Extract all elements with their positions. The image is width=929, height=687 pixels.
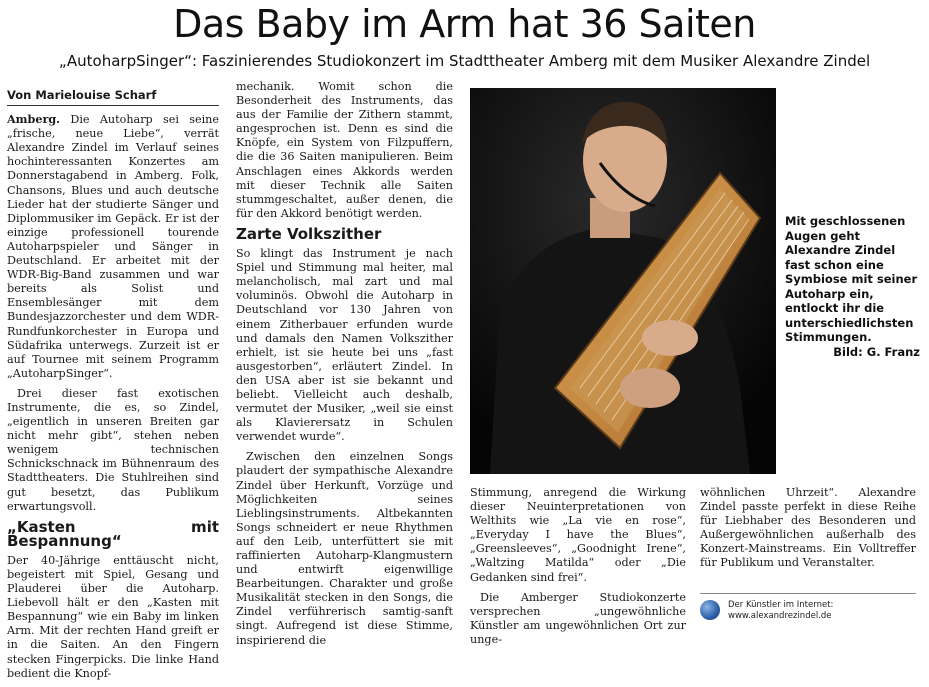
photo-caption [785, 214, 920, 359]
musician-photo [470, 88, 776, 474]
dateline: Amberg. [7, 112, 61, 127]
paragraph-text: Die Autoharp sei seine „frische, neue Liebe“, verrät Alexandre Zindel im Verlauf seines hochinteressanten Konzertes am Donnerstagabend in Amberg. Folk, Chansons, Blues und auch deutsche Lieder hat der studierte Sänger und Diplommusiker im Gepäck. Er ist der einzige professionell tourende Autoharpspieler und Sänger in Deutschland. Er arbeitet mit der WDR-Big-Band zusammen und war bereits als Solist und Ensemblesänger mit dem Bundesjazzorchester und dem WDR-Rundfunkorchester in Europa und Südafrika unterwegs. Zurzeit ist er auf Tournee mit seinem Programm „AutoharpSinger“. [7, 113, 219, 380]
subheading: „Kasten mit Bespannung“ [7, 517, 219, 550]
byline: Von Marielouise Scharf [7, 88, 219, 106]
paragraph: Die Amberger Studiokonzerte versprechen „ungewöhnliche Künstler am ungewöhnlichen Ort zur unge- [470, 590, 686, 646]
column-3 [470, 486, 686, 653]
paragraph [7, 112, 219, 381]
paragraph: So klingt das Instrument je nach Spiel und Stimmung mal heiter, mal melancholisch, mal zart und mal voluminös. Obwohl die Autoharp in Deutschland vor 130 Jahren von einem Zitherbauer erfunden wurde und damals den Namen Volkszither erhielt, ist sie heute bei uns „fast ausgestorben“, erläutert Zindel. In den USA aber ist sie bekannt und beliebt. Vielleicht auch deshalb, vermutet der Musiker, „weil sie einst als Klavierersatz in Schulen verwendet wurde“. [236, 247, 453, 444]
web-link-box [700, 593, 916, 622]
caption-text: Mit geschlossenen Augen geht Alexandre Zindel fast schon eine Symbiose mit seiner Autoharp ein, entlockt ihr die unterschiedlichsten Stimmungen. [785, 214, 918, 344]
column-2 [236, 80, 453, 654]
paragraph: Stimmung, anregend die Wirkung dieser Neuinterpretationen von Welthits wie „La vie en rose“, „Everyday I have the Blues“, „Greensleeves“, „Goodnight Irene“, „Waltzing Matilda“ oder „Die Gedanken sind frei“. [470, 486, 686, 584]
globe-icon [700, 600, 720, 620]
subheading: Zarte Volkszither [236, 224, 382, 243]
headline: Das Baby im Arm hat 36 Saiten [173, 2, 756, 46]
paragraph: Der 40-Jährige enttäuscht nicht, begeistert mit Spiel, Gesang und Plauderei über die Autoharp. Liebevoll hält er den „Kasten mit Bespannung“ wie ein Baby im linken Arm. Mit der rechten Hand greift er in die Saiten. An den Fingern stecken Fingerpicks. Die linke Hand bedient die Knopf- [7, 553, 219, 680]
column-1 [7, 88, 219, 687]
paragraph: Zwischen den einzelnen Songs plaudert der sympathische Alexandre Zindel über Herkunft, Vorzüge und Möglichkeiten seines Lieblingsinstruments. Altbekannten Songs schneidert er neue Rhythmen auf den Leib, unterfüttert sie mit raffinierten Autoharp-Klangmustern und entwirft eigenwillige Bearbeitungen. Charakter und große Musikalität stecken in den Songs, die Zindel verführerisch samtig-sanft singt. Aufregend ist diese Stimme, inspirierend die [236, 450, 453, 647]
paragraph: mechanik. Womit schon die Besonderheit des Instruments, das aus der Familie der Zithern stammt, angesprochen ist. Denn es sind die Knöpfe, ein System von Filzpuffern, die die 36 Saiten manipulieren. Beim Anschlagen eines Akkords werden mit dieser Technik alle Saiten stummgeschaltet, außer denen, die für den Akkord benötigt werden. [236, 80, 453, 220]
subheadline: „AutoharpSinger“: Faszinierendes Studiokonzert im Stadttheater Amberg mit dem Musiker Alexandre Zindel [58, 52, 871, 70]
paragraph: Drei dieser fast exotischen Instrumente, die es, so Zindel, „eigentlich in unseren Breiten gar nicht mehr gibt“, stehen neben wenigem technischen Schnickschnack im Bühnenraum des Stadttheaters. Die Stuhlreihen sind gut besetzt, das Publikum erwartungsvoll. [7, 386, 219, 513]
paragraph: wöhnlichen Uhrzeit“. Alexandre Zindel passte perfekt in diese Reihe für Liebhaber des Besonderen und Außergewöhnlichen außerhalb des Konzert-Mainstreams. Ein Volltreffer für Publikum und Veranstalter. [700, 486, 916, 570]
photo-credit: Bild: G. Franz [833, 344, 920, 359]
column-4 [700, 486, 916, 577]
web-link-url[interactable]: www.alexandrezindel.de [728, 611, 832, 621]
photo-illustration [470, 88, 776, 474]
web-link-label: Der Künstler im Internet: [728, 600, 834, 610]
